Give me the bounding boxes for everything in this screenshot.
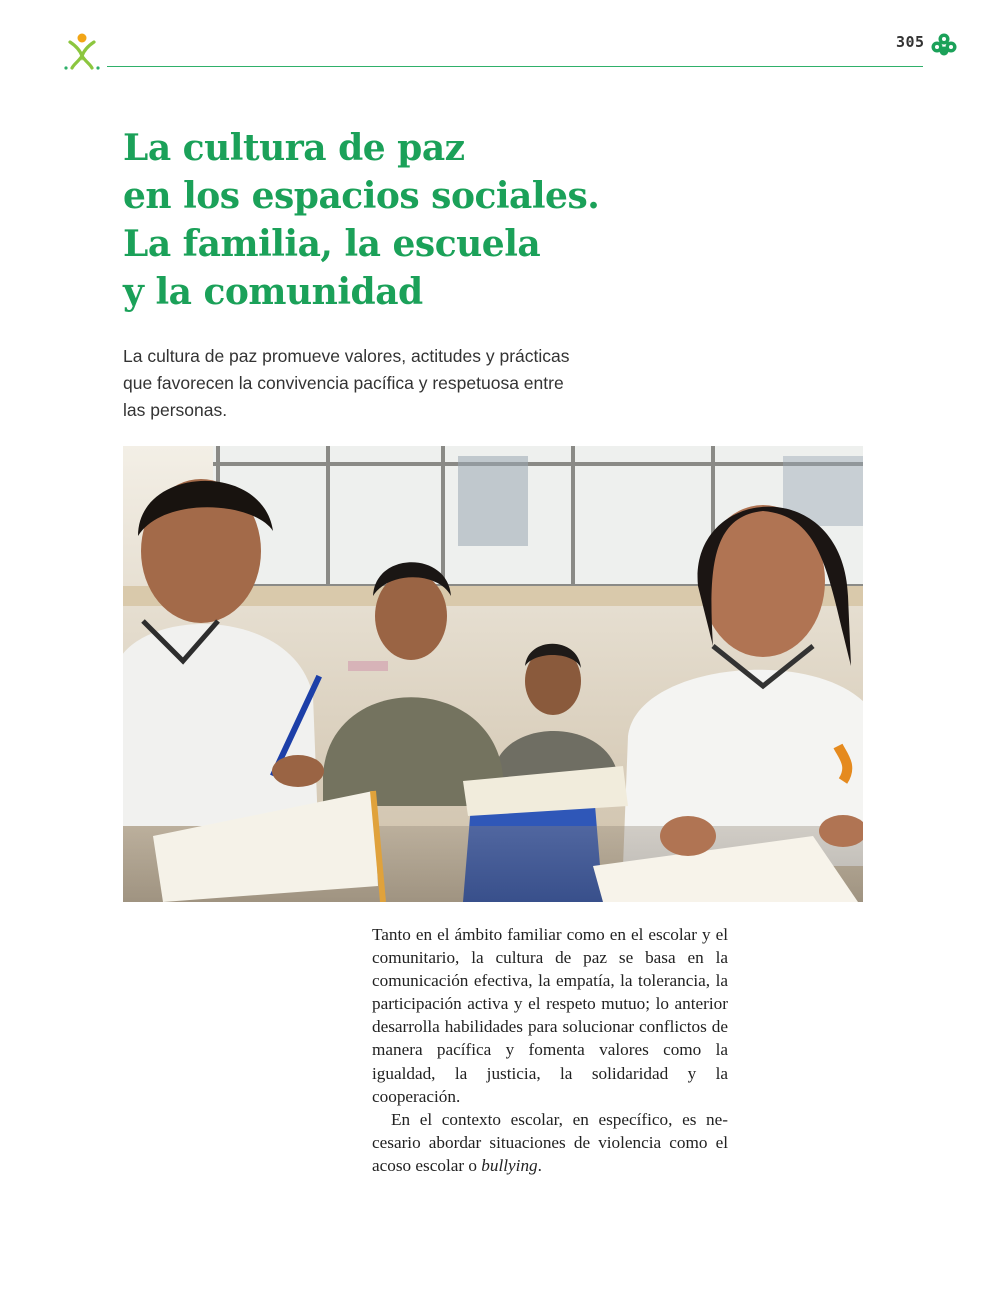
person-flower-logo-icon [60,30,104,74]
title-line: La cultura de paz [123,127,465,169]
body-paragraph-end: . [537,1155,542,1175]
title-line: La familia, la escuela [123,223,541,265]
header-rule [107,66,923,67]
classroom-students-photo [123,446,863,902]
body-emphasis: bullying [481,1155,538,1175]
intro-line: las personas. [123,400,228,420]
body-paragraph [372,1108,728,1177]
title-line: en los espacios sociales. [123,175,600,217]
title-line: y la comunidad [123,271,423,313]
intro-paragraph [123,343,593,424]
body-paragraph-text: En el contexto escolar, en específico, es necesario abordar situaciones de violencia como el acoso escolar o [372,1109,728,1175]
page-number: 305 [896,33,925,51]
body-text [372,923,728,1177]
page-title [123,124,683,316]
clover-logo-icon [930,32,958,58]
intro-line: que favorecen la convivencia pacífica y respetuosa entre [123,373,564,393]
intro-line: La cultura de paz promueve valores, actitudes y prácticas [123,346,570,366]
body-paragraph: Tanto en el ámbito familiar como en el escolar y el comunitario, la cultura de paz se basa en la comunicación efectiva, la empatía, la tolerancia, la participación activa y el respeto mutuo; lo anterior desarrolla habilidades para solucionar conflictos de manera pacífica y fomenta valores como la igualdad, la justicia, la solidaridad y la cooperación. [372,925,728,1106]
